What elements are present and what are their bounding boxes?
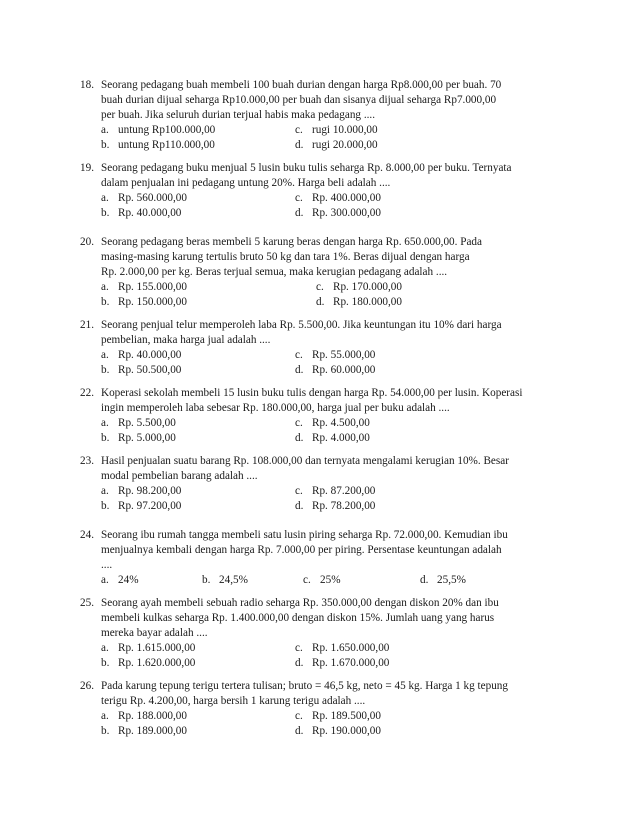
option-b: b. untung Rp110.000,00	[101, 139, 215, 151]
option-c: c. Rp. 400.000,00	[295, 192, 381, 204]
question-19	[80, 161, 535, 221]
question-text	[101, 386, 535, 416]
question-text	[101, 78, 535, 123]
question-line: ingin memperoleh laba sebesar Rp. 180.000,00, harga jual per buku adalah ....	[101, 402, 450, 414]
question-22	[80, 386, 535, 446]
question-text	[101, 161, 535, 191]
question-line: Seorang ayah membeli sebuah radio seharga Rp. 350.000,00 dengan diskon 20% dan ibu	[101, 597, 499, 609]
answer-options	[101, 573, 535, 588]
question-line: pembelian, maka harga jual adalah ....	[101, 334, 271, 346]
option-d: d. 25,5%	[420, 574, 466, 586]
question-page	[80, 78, 535, 739]
option-d: d. Rp. 300.000,00	[295, 207, 381, 219]
question-text	[101, 235, 535, 280]
question-text	[101, 528, 535, 573]
question-line: menjualnya kembali dengan harga Rp. 7.000,00 per piring. Persentase keuntungan adalah	[101, 544, 502, 556]
option-a: a. Rp. 155.000,00	[101, 281, 187, 293]
option-b: b. Rp. 97.200,00	[101, 500, 182, 512]
answer-options	[101, 416, 535, 446]
question-line: membeli kulkas seharga Rp. 1.400.000,00 dengan diskon 15%. Jumlah uang yang harus	[101, 612, 495, 624]
question-line: Seorang pedagang buku menjual 5 lusin buku tulis seharga Rp. 8.000,00 per buku. Ternyata	[101, 162, 512, 174]
option-c: c. Rp. 55.000,00	[295, 349, 376, 361]
question-line: Hasil penjualan suatu barang Rp. 108.000,00 dan ternyata mengalami kerugian 10%. Besar	[101, 455, 509, 467]
option-a: a. Rp. 40.000,00	[101, 349, 182, 361]
option-d: d. Rp. 4.000,00	[295, 432, 370, 444]
question-text	[101, 596, 535, 641]
question-line: modal pembelian barang adalah ....	[101, 470, 258, 482]
question-line: Seorang pedagang beras membeli 5 karung beras dengan harga Rp. 650.000,00. Pada	[101, 236, 482, 248]
question-line: Koperasi sekolah membeli 15 lusin buku tulis dengan harga Rp. 54.000,00 per lusin. Koperasi	[101, 387, 523, 399]
option-d: d. Rp. 190.000,00	[295, 725, 381, 737]
question-20	[80, 235, 535, 310]
question-number: 20.	[80, 236, 94, 248]
option-c: c. rugi 10.000,00	[295, 124, 378, 136]
answer-options	[101, 123, 535, 153]
question-text	[101, 318, 535, 348]
answer-options	[101, 709, 535, 739]
option-a: a. Rp. 1.615.000,00	[101, 642, 196, 654]
question-line: ....	[101, 559, 113, 571]
question-number: 25.	[80, 597, 94, 609]
question-line: dalam penjualan ini pedagang untung 20%. Harga beli adalah ....	[101, 177, 391, 189]
option-d: d. rugi 20.000,00	[295, 139, 378, 151]
question-26	[80, 679, 535, 739]
option-a: a. untung Rp100.000,00	[101, 124, 216, 136]
question-18	[80, 78, 535, 153]
question-21	[80, 318, 535, 378]
question-number: 24.	[80, 529, 94, 541]
answer-options	[101, 280, 535, 310]
question-line: masing-masing karung tertulis bruto 50 kg dan tara 1%. Beras dijual dengan harga	[101, 251, 470, 263]
answer-options	[101, 484, 535, 514]
question-line: terigu Rp. 4.200,00, harga bersih 1 karung terigu adalah ....	[101, 695, 366, 707]
question-line: Seorang penjual telur memperoleh laba Rp. 5.500,00. Jika keuntungan itu 10% dari harga	[101, 319, 502, 331]
question-23	[80, 454, 535, 514]
answer-options	[101, 191, 535, 221]
option-a: a. Rp. 5.500,00	[101, 417, 176, 429]
option-d: d. Rp. 78.200,00	[295, 500, 376, 512]
option-b: b. 24,5%	[202, 574, 248, 586]
answer-options	[101, 348, 535, 378]
option-a: a. Rp. 188.000,00	[101, 710, 187, 722]
option-c: c. Rp. 87.200,00	[295, 485, 376, 497]
option-b: b. Rp. 1.620.000,00	[101, 657, 196, 669]
option-d: d. Rp. 1.670.000,00	[295, 657, 390, 669]
question-line: mereka bayar adalah ....	[101, 627, 208, 639]
option-a: a. Rp. 98.200,00	[101, 485, 182, 497]
option-a: a. 24%	[101, 574, 139, 586]
question-number: 21.	[80, 319, 94, 331]
question-number: 26.	[80, 680, 94, 692]
question-24	[80, 528, 535, 588]
option-c: c. Rp. 189.500,00	[295, 710, 381, 722]
question-line: Pada karung tepung terigu tertera tulisan; bruto = 46,5 kg, neto = 45 kg. Harga 1 kg tepung	[101, 680, 508, 692]
question-text	[101, 454, 535, 484]
question-line: buah durian dijual seharga Rp10.000,00 per buah dan sisanya dijual seharga Rp7.000,00	[101, 94, 497, 106]
option-d: d. Rp. 60.000,00	[295, 364, 376, 376]
option-b: b. Rp. 5.000,00	[101, 432, 176, 444]
question-number: 23.	[80, 455, 94, 467]
question-line: Seorang pedagang buah membeli 100 buah durian dengan harga Rp8.000,00 per buah. 70	[101, 79, 502, 91]
option-b: b. Rp. 50.500,00	[101, 364, 182, 376]
option-b: b. Rp. 189.000,00	[101, 725, 187, 737]
question-number: 22.	[80, 387, 94, 399]
option-b: b. Rp. 40.000,00	[101, 207, 182, 219]
question-line: Seorang ibu rumah tangga membeli satu lusin piring seharga Rp. 72.000,00. Kemudian ibu	[101, 529, 508, 541]
option-a: a. Rp. 560.000,00	[101, 192, 187, 204]
option-c: c. 25%	[303, 574, 341, 586]
option-c: c. Rp. 1.650.000,00	[295, 642, 390, 654]
answer-options	[101, 641, 535, 671]
option-c: c. Rp. 4.500,00	[295, 417, 370, 429]
question-text	[101, 679, 535, 709]
question-line: per buah. Jika seluruh durian terjual habis maka pedagang ....	[101, 109, 376, 121]
question-25	[80, 596, 535, 671]
question-number: 19.	[80, 162, 94, 174]
question-line: Rp. 2.000,00 per kg. Beras terjual semua, maka kerugian pedagang adalah ....	[101, 266, 448, 278]
option-b: b. Rp. 150.000,00	[101, 296, 187, 308]
option-d: d. Rp. 180.000,00	[316, 296, 402, 308]
question-number: 18.	[80, 79, 94, 91]
option-c: c. Rp. 170.000,00	[316, 281, 402, 293]
